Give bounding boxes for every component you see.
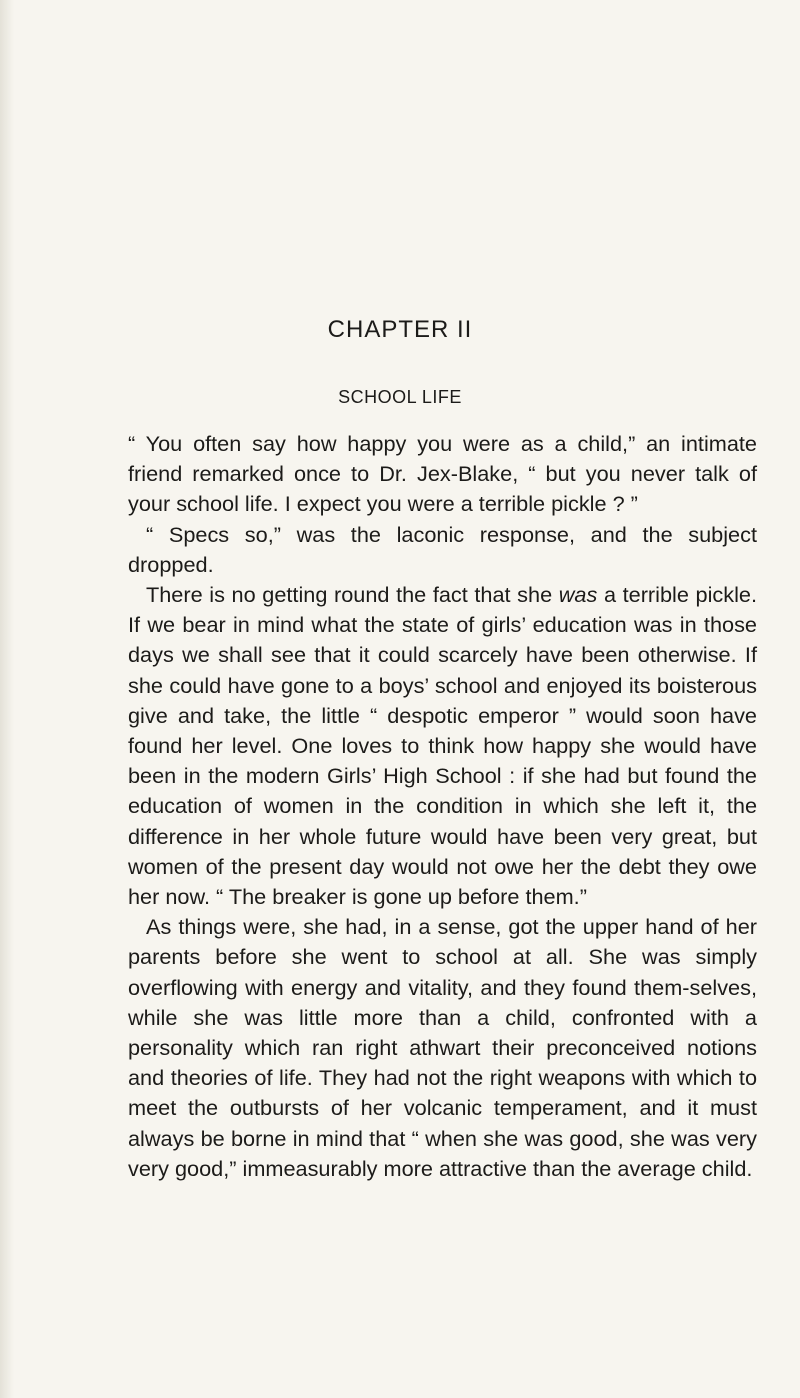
page-edge-shadow: [0, 0, 14, 1398]
paragraph-text: There is no getting round the fact that she: [146, 582, 559, 608]
body-text: [128, 429, 757, 1184]
chapter-heading: CHAPTER II: [327, 316, 473, 343]
chapter-title: SCHOOL LIFE: [338, 387, 462, 407]
paragraph: “ You often say how happy you were as a child,” an intimate friend remarked once to Dr. Jex-Blake, “ but you never talk of your school life. I expect you were a terrible pickle ? ”: [128, 431, 757, 517]
paragraph: [128, 580, 757, 912]
paragraph: As things were, she had, in a sense, got the upper hand of her parents before she went to school at all. She was simply overflowing with energy and vitality, and they found them-selves, while she was little more than a child, confronted with a personality which ran right athwart their preconceived notions and theories of life. They had not the right weapons with which to meet the outbursts of her volcanic temperament, and it must always be borne in mind that “ when she was good, she was very very good,” immeasurably more attractive than the average child.: [128, 914, 757, 1181]
paragraph: “ Specs so,” was the laconic response, and the subject dropped.: [128, 521, 757, 577]
emphasized-word: was: [558, 582, 598, 608]
paragraph-text: a terrible pickle. If we bear in mind what the state of girls’ education was in those days we shall see that it could scarcely have been otherwise. If she could have gone to a boys’ school and enjoyed its boisterous give and take, the little “ despotic emperor ” would soon have found her level. One loves to think how happy she would have been in the modern Girls’ High School : if she had but found the education of women in the condition in which she left it, the difference in her whole future would have been very great, but women of the present day would not owe her the debt they owe her now. “ The breaker is gone up before them.”: [128, 582, 757, 910]
